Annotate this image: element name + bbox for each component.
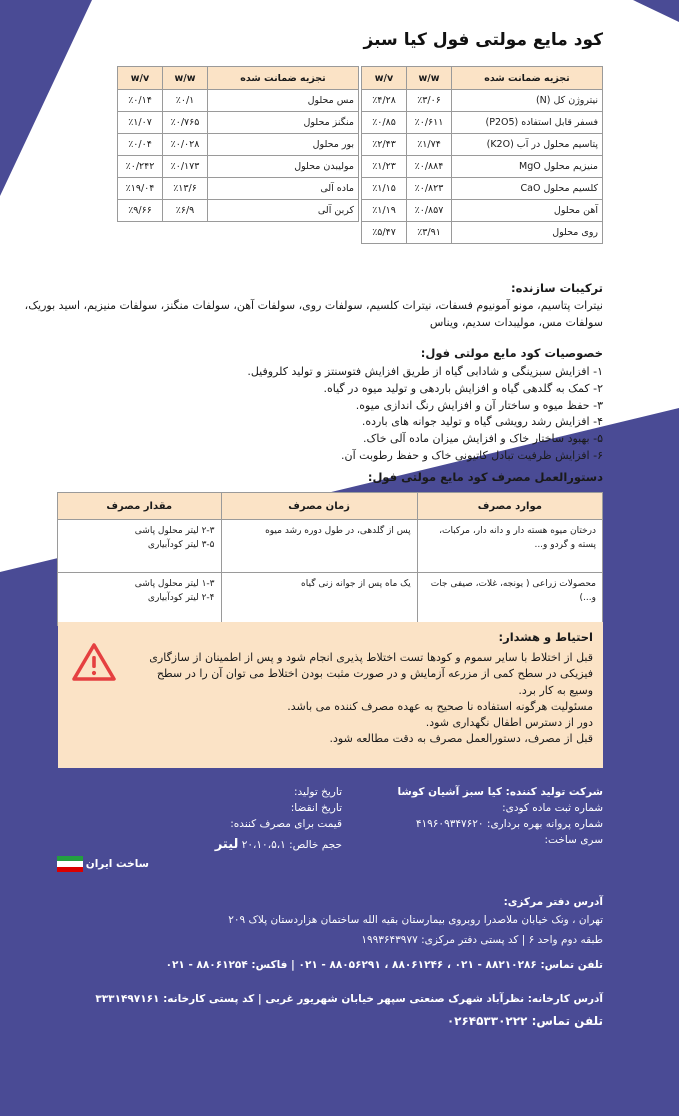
nutrient-name: روی محلول: [452, 222, 603, 244]
table-row: [118, 90, 359, 112]
wv-value: ٪۱۹/۰۴: [118, 178, 163, 200]
ww-value: ٪۳/۰۶: [407, 90, 452, 112]
wv-value: ٪۰/۲۴۲: [118, 156, 163, 178]
consumer-price: قیمت برای مصرف کننده:: [230, 818, 342, 830]
table-row: [362, 90, 603, 112]
table-row: [118, 112, 359, 134]
wv-value: ٪۰/۸۵: [362, 112, 407, 134]
ww-value: ٪۰/۷۶۵: [163, 112, 208, 134]
office-heading: آدرس دفتر مرکزی:: [503, 896, 603, 908]
made-in-iran: ساخت ایران: [85, 858, 149, 870]
production-date: تاریخ تولید:: [294, 786, 342, 798]
usage-time: پس از گلدهی، در طول دوره رشد میوه: [221, 520, 417, 573]
warning-box: [58, 622, 603, 768]
list-item: ۱- افزایش سبزینگی و شادابی گیاه از طریق افزایش فتوسنتز و تولید کلروفیل.: [247, 365, 603, 378]
expiry-date: تاریخ انقضا:: [290, 802, 342, 814]
ww-value: ٪۰/۱۷۳: [163, 156, 208, 178]
usage-time: یک ماه پس از جوانه زنی گیاه: [221, 573, 417, 626]
warning-heading: احتیاط و هشدار:: [498, 630, 593, 644]
net-volume: [215, 837, 342, 854]
col-header: w/w: [407, 67, 452, 90]
ww-value: ٪۰/۰۲۸: [163, 134, 208, 156]
warning-line: دور از دسترس اطفال نگهداری شود.: [425, 716, 593, 730]
ww-value: ٪۰/۶۱۱: [407, 112, 452, 134]
table-row: [362, 200, 603, 222]
nutrient-name: مس محلول: [208, 90, 359, 112]
warning-line: قبل از مصرف، دستورالعمل مصرف به دقت مطالعه شود.: [329, 732, 593, 746]
table-row: [362, 134, 603, 156]
wv-value: ٪۹/۶۶: [118, 200, 163, 222]
volume-label: حجم خالص:: [289, 839, 342, 851]
wv-value: ٪۲/۴۳: [362, 134, 407, 156]
warning-line: مسئولیت هرگونه استفاده نا صحیح به عهده مصرف کننده می باشد.: [287, 699, 593, 713]
nutrient-name: بور محلول: [208, 134, 359, 156]
table-row: [362, 112, 603, 134]
col-header: w/v: [118, 67, 163, 90]
table-row: [58, 520, 603, 573]
factory-address: آدرس کارخانه: نظرآباد شهرک صنعتی سپهر خیابان شهریور غربی | کد پستی کارخانه: ۳۳۳۱۴۹۷۱۶۱: [95, 993, 603, 1005]
wv-value: ٪۱/۰۷: [118, 112, 163, 134]
batch-serial: سری ساخت:: [544, 834, 603, 846]
wv-value: ٪۰/۰۴: [118, 134, 163, 156]
ww-value: ٪۰/۸۲۳: [407, 178, 452, 200]
ww-value: ٪۱۳/۶: [163, 178, 208, 200]
list-item: ۳- حفظ میوه و ساختار آن و افزایش رنگ اندازی میوه.: [355, 398, 603, 412]
list-item: ۲- کمک به گلدهی گیاه و افزایش باردهی و تولید میوه در گیاه.: [323, 381, 603, 395]
table-row: [118, 134, 359, 156]
wv-value: ٪۱/۱۹: [362, 200, 407, 222]
table-row: [362, 222, 603, 244]
benefits-heading: خصوصیات کود مایع مولتی فول:: [420, 346, 603, 360]
usage-crop: درختان میوه هسته دار و دانه دار، مرکبات، پسته و گردو و...: [417, 520, 602, 573]
wv-value: ٪۴/۲۸: [362, 90, 407, 112]
factory-phone: تلفن تماس: ۰۲۶۴۵۳۳۰۲۲۲: [446, 1014, 603, 1028]
composition-text: نیترات پتاسیم، مونو آمونیوم فسفات، نیترات کلسیم، سولفات روی، سولفات آهن، سولفات منگنز، سولفات منیزیم، اسید بوریک، سولفات مس، مولیبدات سدیم، ویناس: [24, 299, 603, 329]
ww-value: ٪۰/۱: [163, 90, 208, 112]
col-header: w/w: [163, 67, 208, 90]
ww-value: ٪۳/۹۱: [407, 222, 452, 244]
col-header: موارد مصرف: [417, 493, 602, 520]
composition-heading: ترکیبات سازنده:: [510, 281, 603, 295]
wv-value: ٪۱/۲۳: [362, 156, 407, 178]
office-phones: تلفن تماس: ۸۸۲۱۰۲۸۶ - ۰۲۱ ، ۸۸۰۶۱۲۴۶ ، ۸۸۰۵۶۲۹۱ - ۰۲۱ | فاکس: ۸۸۰۶۱۲۵۴ - ۰۲۱: [165, 959, 603, 971]
table-row: [118, 156, 359, 178]
office-address-line1: تهران ، ونک خیابان ملاصدرا روبروی بیمارستان بقیه الله ساختمان هزاردستان پلاک ۲۰۹: [228, 914, 603, 926]
nutrient-name: آهن محلول: [452, 200, 603, 222]
list-item: ۵- بهبود ساختار خاک و افزایش میزان ماده آلی خاک.: [363, 432, 603, 446]
office-address-line2: طبقه دوم واحد ۶ | کد پستی دفتر مرکزی: ۱۹۹۳۶۴۳۹۷۷: [361, 934, 603, 946]
table-row: [118, 178, 359, 200]
nutrient-name: نیتروژن کل (N): [452, 90, 603, 112]
nutrient-name: ماده آلی: [208, 178, 359, 200]
registration-number: شماره ثبت ماده کودی:: [502, 802, 603, 814]
wv-value: ٪۵/۴۷: [362, 222, 407, 244]
nutrient-name: پتاسیم محلول در آب (K2O): [452, 134, 603, 156]
benefits-list: [247, 364, 603, 465]
ww-value: ٪۶/۹: [163, 200, 208, 222]
usage-dose: ۱-۳ لیتر محلول پاشی ۲-۴ لیتر کودآبیاری: [58, 573, 222, 626]
analysis-table-main: [361, 66, 603, 244]
ww-value: ٪۱/۷۴: [407, 134, 452, 156]
wv-value: ٪۰/۱۴: [118, 90, 163, 112]
warning-triangle-icon: [72, 642, 116, 682]
license-number: شماره پروانه بهره برداری: ۴۱۹۶۰۹۳۴۷۶۲۰: [415, 818, 603, 830]
col-header: تجزیه ضمانت شده: [452, 67, 603, 90]
table-row: [362, 178, 603, 200]
nutrient-name: فسفر قابل استفاده (P2O5): [452, 112, 603, 134]
ww-value: ٪۰/۸۵۷: [407, 200, 452, 222]
volume-value: ۲۰،۱۰،۵،۱: [241, 839, 286, 851]
col-header: تجزیه ضمانت شده: [208, 67, 359, 90]
list-item: ۴- افزایش رشد رویشی گیاه و تولید جوانه های بارده.: [361, 415, 603, 429]
nutrient-name: منیزیم محلول MgO: [452, 156, 603, 178]
product-title: کود مایع مولتی فول کیا سبز: [363, 30, 603, 50]
table-row: [118, 200, 359, 222]
usage-table: [57, 492, 603, 626]
usage-crop: محصولات زراعی ( یونجه، غلات، صیفی جات و...): [417, 573, 602, 626]
col-header: w/v: [362, 67, 407, 90]
analysis-table-micro: [117, 66, 359, 222]
volume-unit: لیتر: [214, 837, 239, 852]
warning-line: قبل از اختلاط با سایر سموم و کودها تست اختلاط پذیری انجام شود و پس از اطمینان از سازگاری فیزیکی در سطح کمی از مزرعه آزمایش و در صورت مثبت بودن اختلاط می توان آن را در سطح وسیع به کار برد.: [149, 651, 593, 697]
table-row: [58, 573, 603, 626]
list-item: ۶- افزایش ظرفیت تبادل کاتیونی خاک و حفظ رطوبت آن.: [341, 448, 603, 462]
col-header: مقدار مصرف: [58, 493, 222, 520]
company-name: شرکت تولید کننده: کیا سبز آشیان کوشا: [397, 786, 603, 798]
col-header: زمان مصرف: [221, 493, 417, 520]
nutrient-name: منگنز محلول: [208, 112, 359, 134]
warning-text: [133, 650, 593, 748]
wv-value: ٪۱/۱۵: [362, 178, 407, 200]
ww-value: ٪۰/۸۸۴: [407, 156, 452, 178]
nutrient-name: کلسیم محلول CaO: [452, 178, 603, 200]
usage-heading: دستورالعمل مصرف کود مایع مولتی فول:: [367, 470, 603, 484]
table-row: [362, 156, 603, 178]
nutrient-name: مولیبدن محلول: [208, 156, 359, 178]
nutrient-name: کربن آلی: [208, 200, 359, 222]
usage-dose: ۲-۳ لیتر محلول پاشی ۳-۵ لیتر کودآبیاری: [58, 520, 222, 573]
